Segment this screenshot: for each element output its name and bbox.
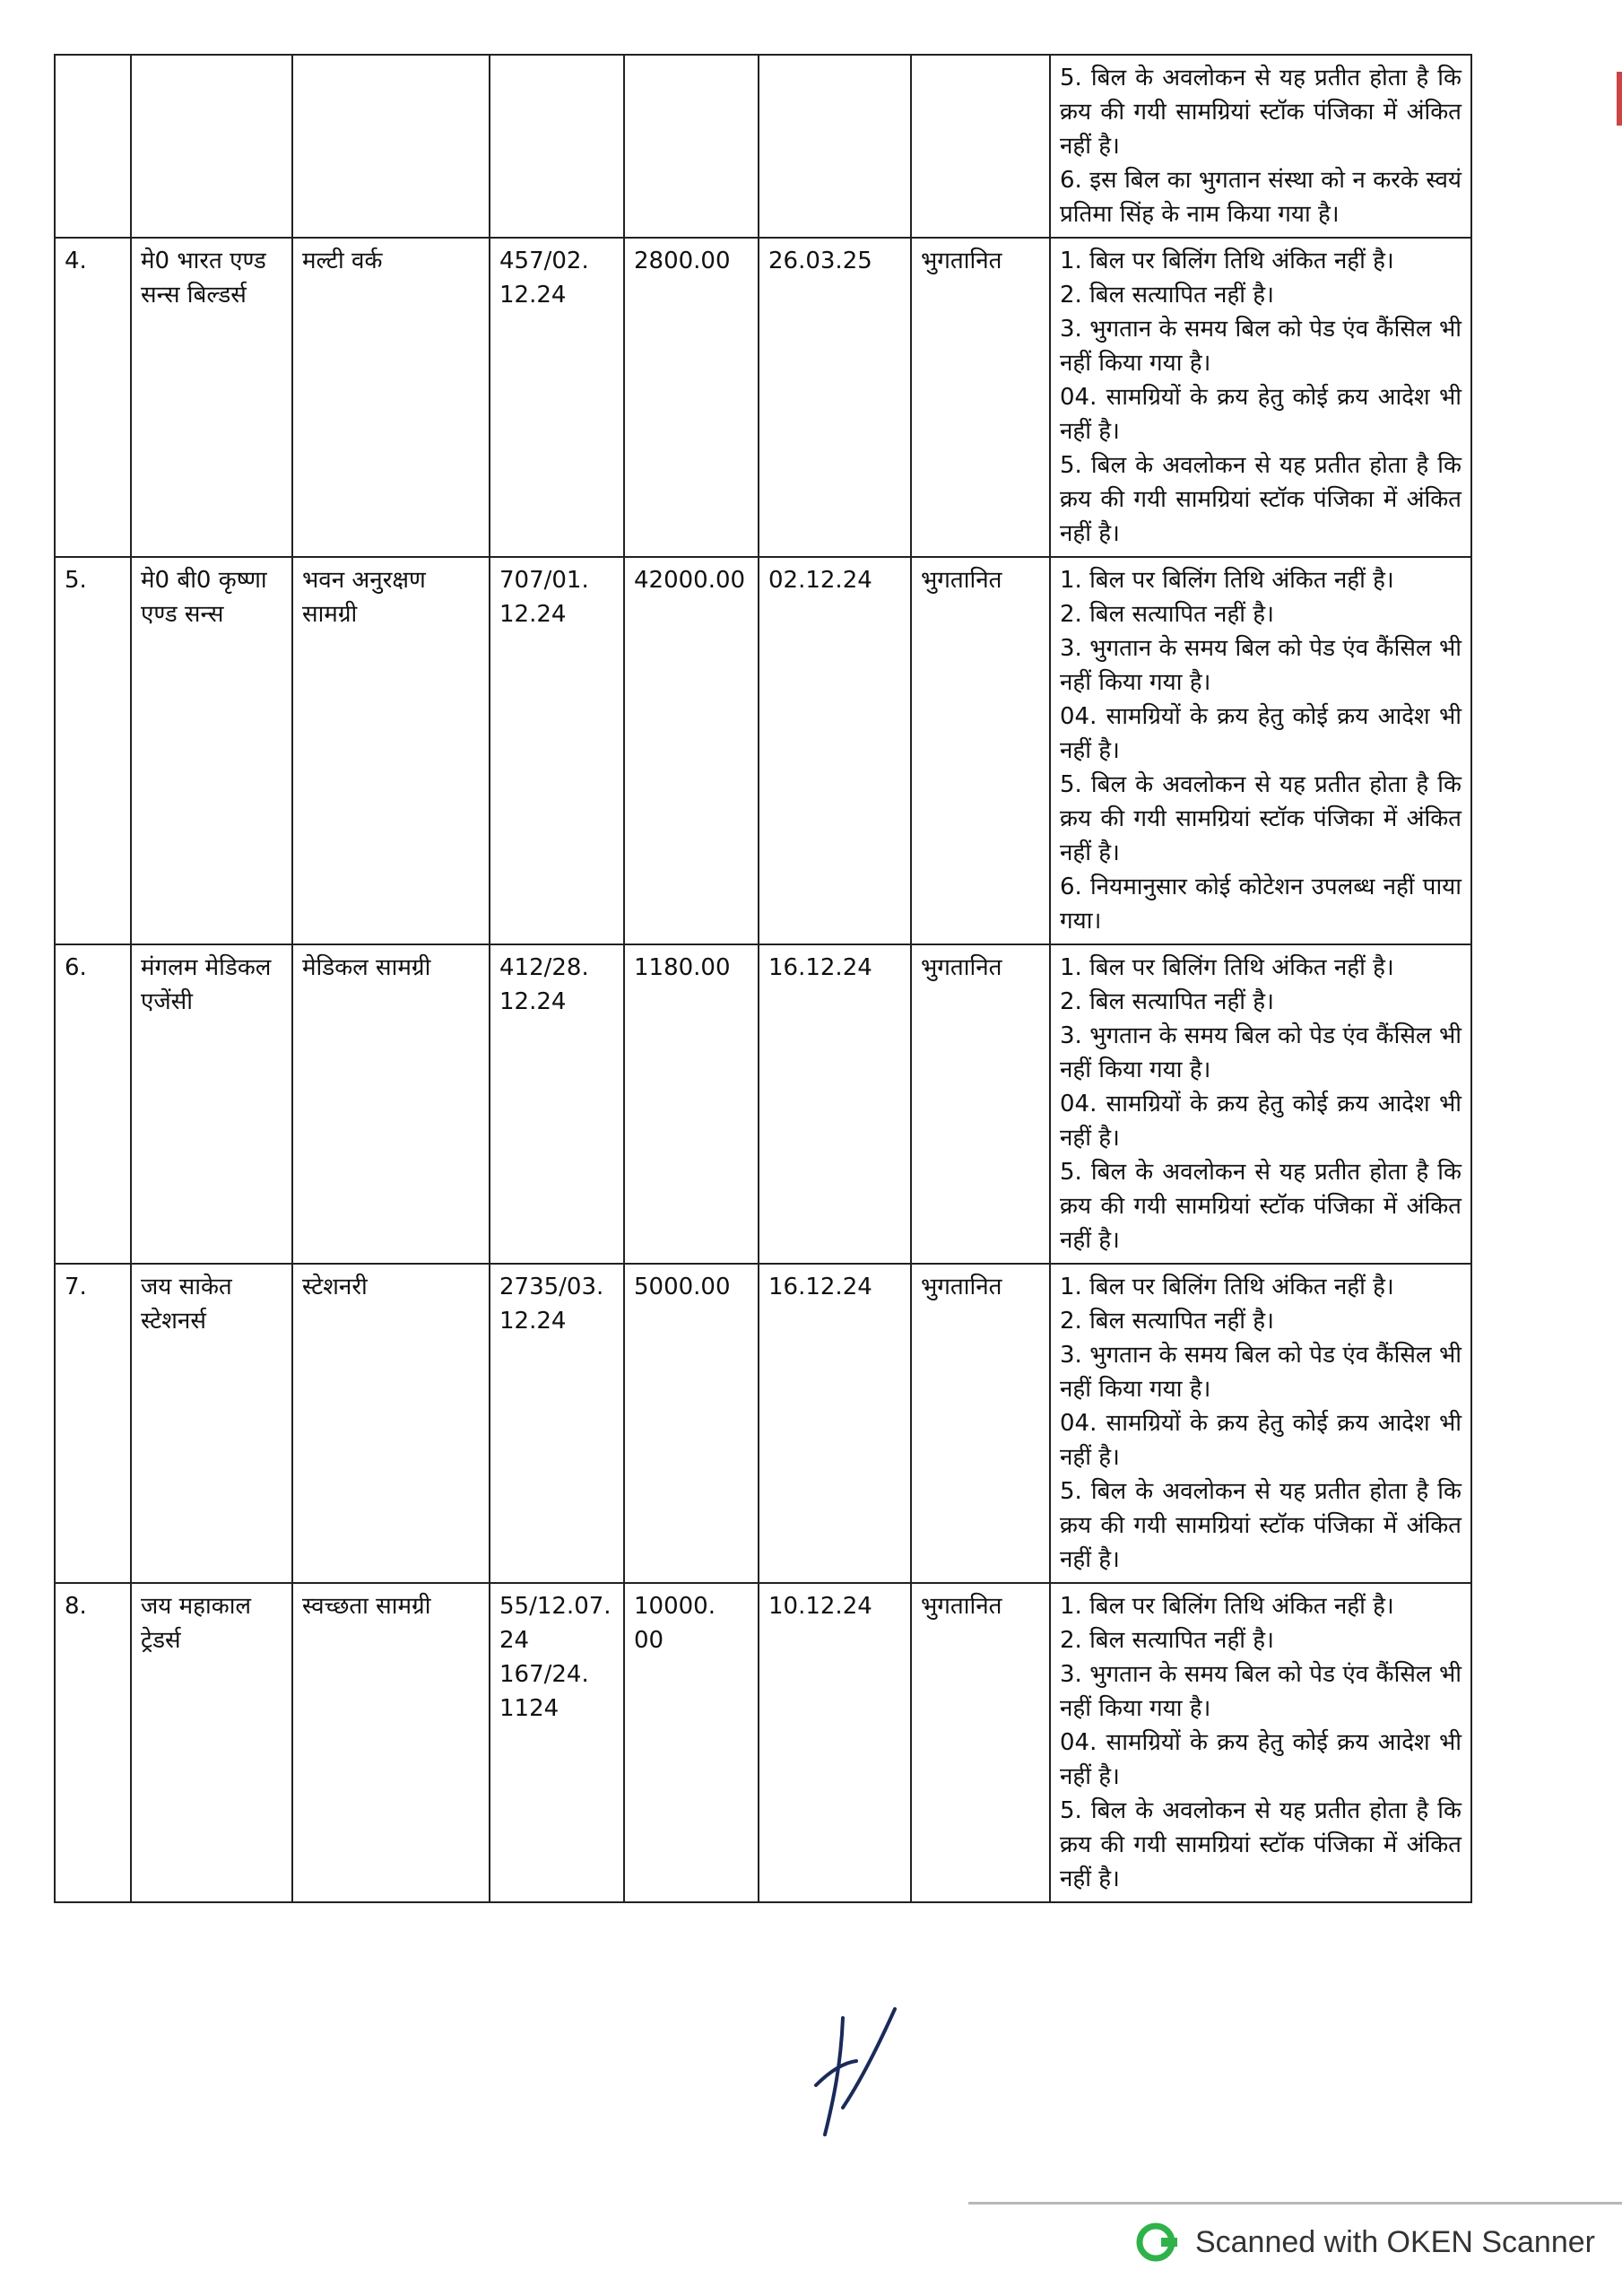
observation-item: 1. बिल पर बिलिंग तिथि अंकित नहीं है। <box>1060 1274 1394 1300</box>
scanner-text: Scanned with OKEN Scanner <box>1194 2224 1595 2259</box>
observation-item: 3. भुगतान के समय बिल को पेड एंव कैंसिल भी नहीं किया गया है। <box>1060 1022 1462 1083</box>
item-cell <box>292 55 490 238</box>
observation-item: 2. बिल सत्यापित नहीं है। <box>1060 601 1274 628</box>
observation-item: 1. बिल पर बिलिंग तिथि अंकित नहीं है। <box>1060 954 1394 981</box>
item-cell: स्वच्छता सामग्री <box>292 1583 490 1902</box>
item-cell: मल्टी वर्क <box>292 238 490 557</box>
amount-cell: 10000. 00 <box>624 1583 759 1902</box>
footer-rule <box>968 2202 1622 2205</box>
firm-name-cell: जय साकेत स्टेशनर्स <box>131 1264 292 1583</box>
bill-number-cell: 2735/03. 12.24 <box>490 1264 624 1583</box>
firm-name-cell: जय महाकाल ट्रेडर्स <box>131 1583 292 1902</box>
observation-item: 04. सामग्रियों के क्रय हेतु कोई क्रय आदेश भी नहीं है। <box>1060 384 1462 445</box>
payment-status-cell <box>911 55 1050 238</box>
observation-item: 2. बिल सत्यापित नहीं है। <box>1060 282 1274 309</box>
firm-name-cell: मंगलम मेडिकल एजेंसी <box>131 944 292 1264</box>
observation-item: 1. बिल पर बिलिंग तिथि अंकित नहीं है। <box>1060 248 1394 274</box>
serial-number-cell: 5. <box>55 557 131 944</box>
table-row <box>55 557 1471 944</box>
bill-number-cell: 707/01. 12.24 <box>490 557 624 944</box>
amount-cell: 5000.00 <box>624 1264 759 1583</box>
bill-number-cell <box>490 55 624 238</box>
observations-cell <box>1050 238 1471 557</box>
observation-item: 1. बिल पर बिलिंग तिथि अंकित नहीं है। <box>1060 567 1394 594</box>
observations-cell <box>1050 1264 1471 1583</box>
signature <box>789 2000 897 2144</box>
observation-item: 3. भुगतान के समय बिल को पेड एंव कैंसिल भी नहीं किया गया है। <box>1060 635 1462 696</box>
table-row <box>55 238 1471 557</box>
serial-number-cell: 4. <box>55 238 131 557</box>
observation-item: 6. नियमानुसार कोई कोटेशन उपलब्ध नहीं पाया गया। <box>1060 874 1462 935</box>
amount-cell <box>624 55 759 238</box>
table-row <box>55 944 1471 1264</box>
payment-status-cell: भुगतानित <box>911 238 1050 557</box>
firm-name-cell: मे0 बी0 कृष्णा एण्ड सन्स <box>131 557 292 944</box>
observations-cell <box>1050 1583 1471 1902</box>
payment-date-cell: 10.12.24 <box>759 1583 911 1902</box>
payment-date-cell: 26.03.25 <box>759 238 911 557</box>
serial-number-cell: 7. <box>55 1264 131 1583</box>
observations-cell <box>1050 55 1471 238</box>
payment-date-cell <box>759 55 911 238</box>
table-row <box>55 55 1471 238</box>
observation-item: 2. बिल सत्यापित नहीं है। <box>1060 988 1274 1015</box>
firm-name-cell: मे0 भारत एण्ड सन्स बिल्डर्स <box>131 238 292 557</box>
observation-item: 04. सामग्रियों के क्रय हेतु कोई क्रय आदेश भी नहीं है। <box>1060 703 1462 764</box>
item-cell: भवन अनुरक्षण सामग्री <box>292 557 490 944</box>
payment-status-cell: भुगतानित <box>911 1583 1050 1902</box>
observation-item: 1. बिल पर बिलिंग तिथि अंकित नहीं है। <box>1060 1593 1394 1620</box>
table-row <box>55 1264 1471 1583</box>
serial-number-cell <box>55 55 131 238</box>
amount-cell: 2800.00 <box>624 238 759 557</box>
bill-number-cell: 55/12.07. 24 167/24. 1124 <box>490 1583 624 1902</box>
firm-name-cell <box>131 55 292 238</box>
observation-item: 2. बिल सत्यापित नहीं है। <box>1060 1308 1274 1335</box>
page-edge-mark <box>1617 72 1622 126</box>
observations-cell <box>1050 557 1471 944</box>
observation-item: 3. भुगतान के समय बिल को पेड एंव कैंसिल भी नहीं किया गया है। <box>1060 1661 1462 1722</box>
payment-date-cell: 16.12.24 <box>759 944 911 1264</box>
observation-item: 04. सामग्रियों के क्रय हेतु कोई क्रय आदेश भी नहीं है। <box>1060 1410 1462 1471</box>
payment-status-cell: भुगतानित <box>911 1264 1050 1583</box>
amount-cell: 42000.00 <box>624 557 759 944</box>
observation-item: 04. सामग्रियों के क्रय हेतु कोई क्रय आदेश भी नहीं है। <box>1060 1091 1462 1152</box>
observation-item: 5. बिल के अवलोकन से यह प्रतीत होता है कि क्रय की गयी सामग्रियां स्टॉक पंजिका में अंकित नहीं है। <box>1060 452 1462 547</box>
observation-item: 5. बिल के अवलोकन से यह प्रतीत होता है कि क्रय की गयी सामग्रियां स्टॉक पंजिका में अंकित नहीं है। <box>1060 1478 1462 1573</box>
observations-cell <box>1050 944 1471 1264</box>
audit-table-body <box>55 55 1471 1902</box>
observation-item: 5. बिल के अवलोकन से यह प्रतीत होता है कि क्रय की गयी सामग्रियां स्टॉक पंजिका में अंकित नहीं है। <box>1060 771 1462 866</box>
observation-item: 2. बिल सत्यापित नहीं है। <box>1060 1627 1274 1654</box>
payment-date-cell: 16.12.24 <box>759 1264 911 1583</box>
item-cell: स्टेशनरी <box>292 1264 490 1583</box>
table-row <box>55 1583 1471 1902</box>
bill-number-cell: 457/02. 12.24 <box>490 238 624 557</box>
observation-item: 3. भुगतान के समय बिल को पेड एंव कैंसिल भी नहीं किया गया है। <box>1060 316 1462 377</box>
observation-item: 5. बिल के अवलोकन से यह प्रतीत होता है कि क्रय की गयी सामग्रियां स्टॉक पंजिका में अंकित नहीं है। <box>1060 65 1462 160</box>
item-cell: मेडिकल सामग्री <box>292 944 490 1264</box>
observation-item: 5. बिल के अवलोकन से यह प्रतीत होता है कि क्रय की गयी सामग्रियां स्टॉक पंजिका में अंकित नहीं है। <box>1060 1797 1462 1892</box>
scanner-logo-icon <box>1136 2220 1181 2265</box>
payment-status-cell: भुगतानित <box>911 557 1050 944</box>
bill-number-cell: 412/28. 12.24 <box>490 944 624 1264</box>
observation-item: 6. इस बिल का भुगतान संस्था को न करके स्वयं प्रतिमा सिंह के नाम किया गया है। <box>1060 167 1462 228</box>
serial-number-cell: 6. <box>55 944 131 1264</box>
payment-date-cell: 02.12.24 <box>759 557 911 944</box>
observation-item: 04. सामग्रियों के क्रय हेतु कोई क्रय आदेश भी नहीं है। <box>1060 1729 1462 1790</box>
observation-item: 5. बिल के अवलोकन से यह प्रतीत होता है कि क्रय की गयी सामग्रियां स्टॉक पंजिका में अंकित नहीं है। <box>1060 1159 1462 1254</box>
audit-table <box>54 54 1472 1903</box>
observation-item: 3. भुगतान के समय बिल को पेड एंव कैंसिल भी नहीं किया गया है। <box>1060 1342 1462 1403</box>
scanner-watermark <box>1136 2220 1595 2265</box>
payment-status-cell: भुगतानित <box>911 944 1050 1264</box>
serial-number-cell: 8. <box>55 1583 131 1902</box>
amount-cell: 1180.00 <box>624 944 759 1264</box>
